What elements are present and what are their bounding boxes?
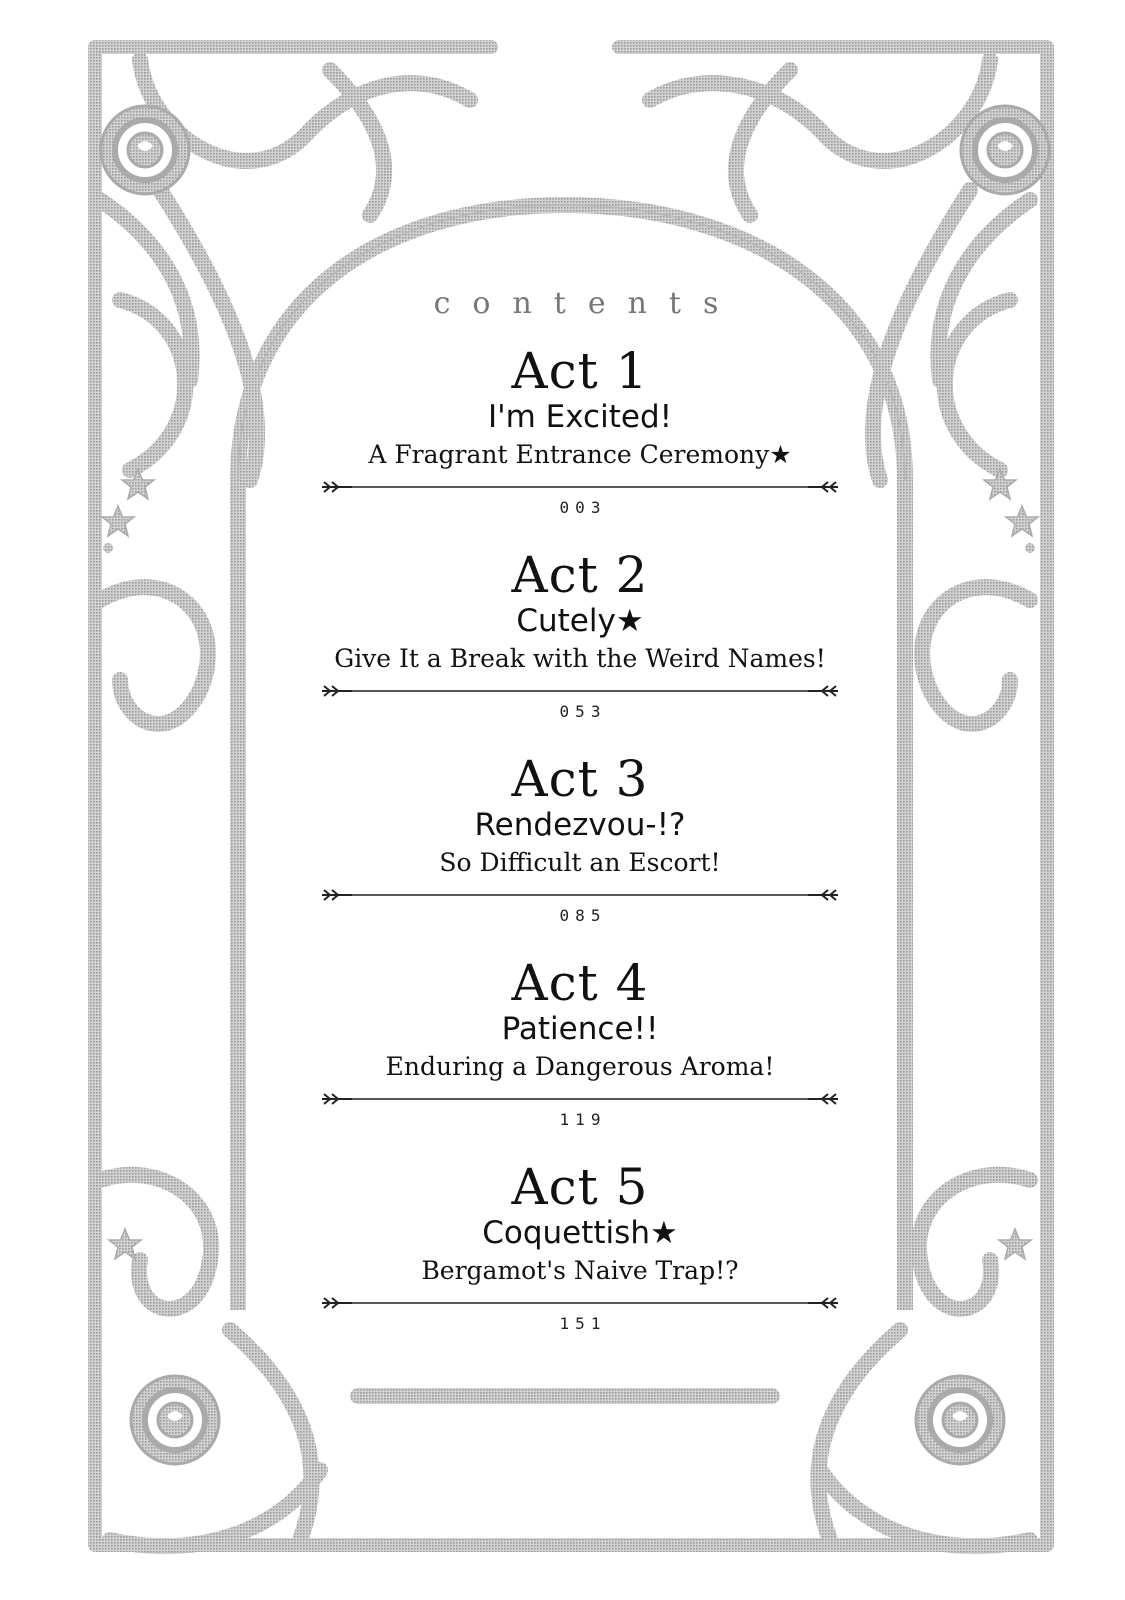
toc-entry-act-1 [300,344,860,518]
frame-top-left-bar [88,40,498,54]
act-number: Act 4 [511,954,649,1012]
chapter-subtitle: So Difficult an Escort! [439,848,721,877]
toc-entry-act-5 [300,1160,860,1334]
bottom-left-flourish [100,1175,320,1546]
bottom-left-rose-icon [131,1376,219,1464]
frame-right-bar [1040,40,1054,1550]
chapter-subtitle: Give It a Break with the Weird Names! [334,644,826,673]
frame-left-bar [88,40,102,1550]
act-number: Act 1 [511,342,649,400]
toc-entry-act-2 [300,548,860,722]
chapter-title: Rendezvou-!? [474,807,686,843]
chapter-title: Cutely★ [516,603,644,639]
divider-rule [322,1296,838,1310]
toc-entry-act-4 [300,956,860,1130]
act-number: Act 5 [511,1158,649,1216]
divider-rule [322,1092,838,1106]
divider-rule [322,888,838,902]
toc-entry-act-3 [300,752,860,926]
chapter-subtitle: A Fragrant Entrance Ceremony★ [368,440,792,469]
contents-heading: contents [433,286,741,321]
page-number: 085 [559,906,607,925]
table-of-contents [300,280,860,1334]
page-number: 119 [559,1110,607,1129]
chapter-subtitle: Bergamot's Naive Trap!? [421,1256,739,1285]
top-right-rose-icon [961,106,1049,194]
divider-rule [322,480,838,494]
page-number: 151 [559,1314,607,1333]
chapter-subtitle: Enduring a Dangerous Aroma! [385,1052,775,1081]
act-number: Act 2 [511,546,649,604]
frame-top-right-bar [612,40,1052,54]
chapter-title: I'm Excited! [487,399,673,435]
page-number: 003 [559,498,607,517]
top-left-rose-icon [101,106,189,194]
frame-bottom-bar [350,1388,780,1404]
bottom-right-rose-icon [916,1376,1004,1464]
divider-rule [322,684,838,698]
page-number: 053 [559,702,607,721]
chapter-title: Coquettish★ [482,1215,678,1251]
act-number: Act 3 [511,750,649,808]
chapter-title: Patience!! [501,1011,659,1047]
